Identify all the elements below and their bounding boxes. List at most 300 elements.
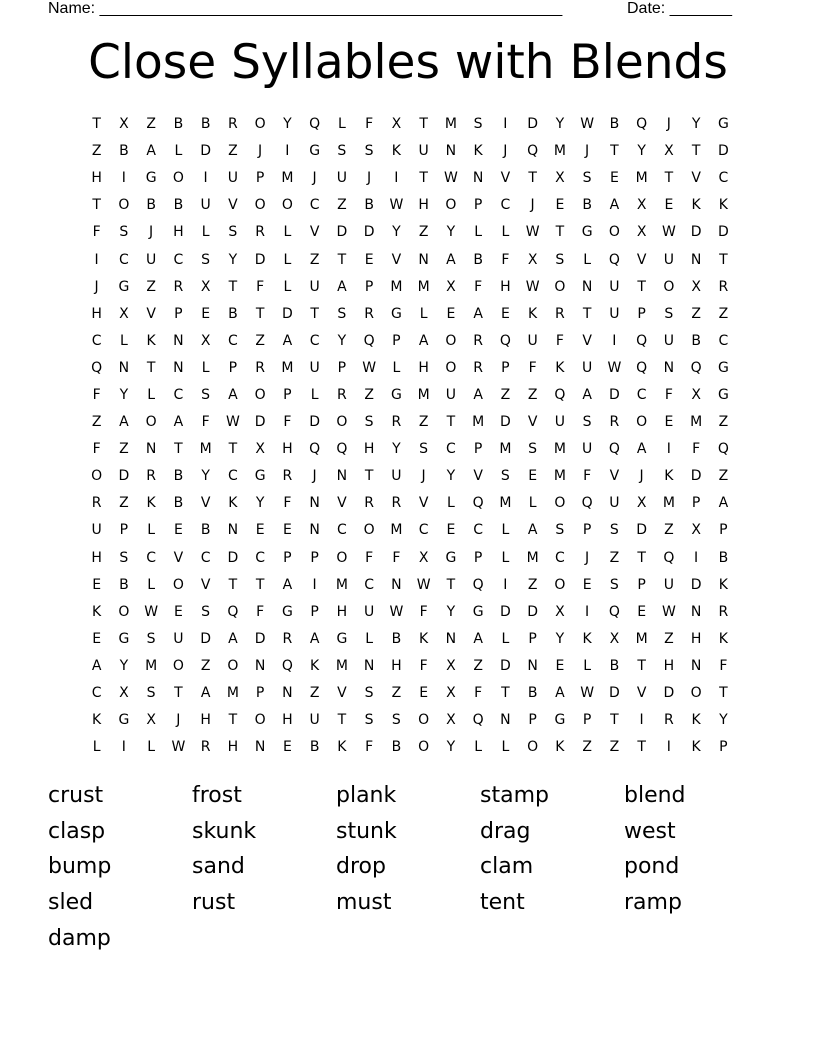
grid-letter[interactable]: P bbox=[719, 739, 728, 756]
grid-letter[interactable]: D bbox=[281, 305, 293, 322]
grid-letter[interactable]: Z bbox=[527, 386, 538, 403]
grid-letter[interactable]: Q bbox=[581, 495, 593, 512]
grid-letter[interactable]: Z bbox=[691, 305, 701, 322]
grid-letter[interactable]: N bbox=[309, 495, 320, 512]
grid-letter[interactable]: V bbox=[691, 170, 701, 187]
grid-letter[interactable]: X bbox=[691, 386, 701, 403]
grid-letter[interactable]: S bbox=[664, 305, 674, 322]
grid-letter[interactable]: C bbox=[200, 549, 211, 566]
grid-letter[interactable]: D bbox=[608, 685, 620, 702]
grid-letter[interactable]: W bbox=[171, 739, 186, 756]
grid-letter[interactable]: D bbox=[499, 414, 511, 431]
name-field[interactable]: Name: ____________________________________________________ bbox=[48, 0, 563, 17]
grid-letter[interactable]: W bbox=[362, 359, 377, 376]
grid-letter[interactable]: C bbox=[336, 522, 347, 539]
grid-letter[interactable]: N bbox=[173, 359, 184, 376]
grid-letter[interactable]: I bbox=[312, 576, 317, 593]
grid-letter[interactable]: G bbox=[390, 386, 402, 403]
grid-letter[interactable]: E bbox=[446, 522, 456, 539]
grid-letter[interactable]: T bbox=[228, 278, 238, 295]
grid-letter[interactable]: C bbox=[500, 197, 511, 214]
grid-letter[interactable]: I bbox=[666, 739, 671, 756]
grid-letter[interactable]: Y bbox=[283, 116, 292, 133]
grid-letter[interactable]: C bbox=[364, 576, 375, 593]
grid-letter[interactable]: O bbox=[172, 170, 184, 187]
grid-letter[interactable]: D bbox=[254, 414, 266, 431]
grid-letter[interactable]: R bbox=[473, 332, 483, 349]
grid-letter[interactable]: H bbox=[282, 441, 293, 458]
grid-letter[interactable]: T bbox=[419, 170, 428, 187]
grid-letter[interactable]: R bbox=[718, 603, 729, 620]
grid-letter[interactable]: C bbox=[146, 549, 157, 566]
grid-letter[interactable]: M bbox=[553, 468, 566, 485]
grid-letter[interactable]: O bbox=[445, 359, 457, 376]
grid-letter[interactable]: F bbox=[283, 495, 292, 512]
grid-letter[interactable]: T bbox=[255, 305, 265, 322]
grid-letter[interactable]: B bbox=[173, 468, 184, 485]
grid-letter[interactable]: W bbox=[661, 224, 676, 241]
grid-letter[interactable]: I bbox=[203, 170, 208, 187]
grid-letter[interactable]: A bbox=[173, 414, 184, 431]
grid-letter[interactable]: O bbox=[418, 712, 430, 729]
grid-letter[interactable]: L bbox=[583, 251, 592, 268]
grid-letter[interactable]: Z bbox=[309, 251, 320, 268]
grid-letter[interactable]: S bbox=[201, 603, 211, 620]
grid-letter[interactable]: K bbox=[555, 739, 565, 756]
grid-letter[interactable]: X bbox=[555, 603, 565, 620]
grid-letter[interactable]: L bbox=[446, 495, 455, 512]
grid-letter[interactable]: Y bbox=[637, 143, 646, 160]
grid-letter[interactable]: W bbox=[389, 603, 404, 620]
grid-letter[interactable]: R bbox=[255, 224, 265, 241]
grid-letter[interactable]: N bbox=[690, 657, 702, 674]
grid-letter[interactable]: X bbox=[418, 549, 429, 566]
grid-letter[interactable]: Q bbox=[608, 441, 620, 458]
grid-letter[interactable]: B bbox=[228, 305, 238, 322]
grid-letter[interactable]: B bbox=[391, 630, 402, 647]
grid-letter[interactable]: E bbox=[364, 251, 374, 268]
grid-letter[interactable]: C bbox=[309, 197, 320, 214]
grid-letter[interactable]: Q bbox=[499, 332, 511, 349]
grid-letter[interactable]: U bbox=[582, 441, 593, 458]
grid-letter[interactable]: Q bbox=[608, 603, 620, 620]
grid-letter[interactable]: Z bbox=[146, 116, 156, 133]
grid-letter[interactable]: L bbox=[501, 522, 510, 539]
grid-letter[interactable]: H bbox=[391, 657, 402, 674]
grid-letter[interactable]: P bbox=[582, 712, 592, 729]
grid-letter[interactable]: K bbox=[691, 739, 701, 756]
grid-letter[interactable]: P bbox=[283, 386, 292, 403]
grid-letter[interactable]: G bbox=[145, 170, 157, 187]
grid-letter[interactable]: Z bbox=[664, 630, 674, 647]
grid-letter[interactable]: C bbox=[473, 522, 484, 539]
grid-letter[interactable]: D bbox=[690, 576, 702, 593]
grid-letter[interactable]: Q bbox=[227, 603, 239, 620]
grid-letter[interactable]: D bbox=[527, 603, 539, 620]
grid-letter[interactable]: F bbox=[664, 386, 673, 403]
grid-letter[interactable]: A bbox=[119, 414, 129, 431]
grid-letter[interactable]: I bbox=[285, 143, 290, 160]
grid-letter[interactable]: E bbox=[282, 739, 292, 756]
grid-letter[interactable]: O bbox=[363, 522, 375, 539]
grid-letter[interactable]: L bbox=[283, 224, 292, 241]
grid-letter[interactable]: B bbox=[173, 495, 184, 512]
grid-letter[interactable]: T bbox=[310, 305, 319, 322]
grid-letter[interactable]: X bbox=[555, 170, 565, 187]
grid-letter[interactable]: G bbox=[118, 630, 130, 647]
grid-letter[interactable]: G bbox=[118, 712, 130, 729]
grid-letter[interactable]: X bbox=[446, 712, 456, 729]
grid-letter[interactable]: V bbox=[173, 549, 184, 566]
grid-letter[interactable]: J bbox=[585, 143, 590, 160]
grid-letter[interactable]: I bbox=[612, 332, 617, 349]
grid-letter[interactable]: N bbox=[282, 685, 293, 702]
grid-letter[interactable]: B bbox=[309, 739, 320, 756]
grid-letter[interactable]: B bbox=[173, 197, 184, 214]
grid-letter[interactable]: N bbox=[363, 657, 375, 674]
grid-letter[interactable]: N bbox=[445, 143, 457, 160]
grid-letter[interactable]: P bbox=[473, 197, 483, 214]
grid-letter[interactable]: U bbox=[173, 630, 184, 647]
grid-letter[interactable]: Y bbox=[392, 441, 401, 458]
grid-letter[interactable]: A bbox=[446, 251, 456, 268]
grid-letter[interactable]: B bbox=[119, 576, 129, 593]
grid-letter[interactable]: Z bbox=[500, 386, 511, 403]
grid-letter[interactable]: C bbox=[554, 549, 565, 566]
grid-letter[interactable]: F bbox=[692, 441, 701, 458]
grid-letter[interactable]: D bbox=[527, 116, 539, 133]
grid-letter[interactable]: T bbox=[228, 712, 238, 729]
grid-letter[interactable]: V bbox=[527, 414, 538, 431]
grid-letter[interactable]: J bbox=[666, 116, 671, 133]
grid-letter[interactable]: J bbox=[530, 197, 535, 214]
grid-letter[interactable]: S bbox=[582, 414, 592, 431]
grid-letter[interactable]: A bbox=[527, 522, 538, 539]
grid-letter[interactable]: R bbox=[146, 468, 156, 485]
grid-letter[interactable]: D bbox=[636, 522, 648, 539]
grid-letter[interactable]: P bbox=[528, 712, 537, 729]
grid-letter[interactable]: W bbox=[144, 603, 159, 620]
grid-letter[interactable]: V bbox=[337, 495, 347, 512]
grid-letter[interactable]: T bbox=[174, 441, 183, 458]
grid-letter[interactable]: Q bbox=[554, 386, 566, 403]
grid-letter[interactable]: V bbox=[200, 495, 211, 512]
grid-letter[interactable]: K bbox=[718, 630, 728, 647]
grid-letter[interactable]: V bbox=[500, 170, 511, 187]
grid-letter[interactable]: T bbox=[174, 685, 183, 702]
grid-letter[interactable]: H bbox=[91, 549, 102, 566]
grid-letter[interactable]: Z bbox=[146, 278, 156, 295]
grid-letter[interactable]: J bbox=[176, 712, 181, 729]
grid-letter[interactable]: X bbox=[636, 197, 647, 214]
grid-letter[interactable]: I bbox=[394, 170, 399, 187]
grid-letter[interactable]: R bbox=[473, 359, 483, 376]
grid-letter[interactable]: T bbox=[146, 359, 156, 376]
grid-letter[interactable]: X bbox=[636, 224, 647, 241]
grid-letter[interactable]: N bbox=[527, 657, 538, 674]
grid-letter[interactable]: D bbox=[499, 603, 511, 620]
grid-letter[interactable]: L bbox=[92, 739, 101, 756]
grid-letter[interactable]: Y bbox=[201, 468, 210, 485]
grid-letter[interactable]: S bbox=[473, 116, 483, 133]
grid-letter[interactable]: P bbox=[364, 278, 374, 295]
grid-letter[interactable]: K bbox=[582, 630, 592, 647]
grid-letter[interactable]: D bbox=[254, 630, 266, 647]
grid-letter[interactable]: X bbox=[636, 495, 647, 512]
grid-letter[interactable]: G bbox=[336, 630, 348, 647]
grid-letter[interactable]: A bbox=[636, 441, 647, 458]
grid-letter[interactable]: B bbox=[173, 116, 184, 133]
grid-letter[interactable]: T bbox=[446, 576, 456, 593]
grid-letter[interactable]: E bbox=[446, 305, 456, 322]
grid-letter[interactable]: P bbox=[392, 332, 401, 349]
grid-letter[interactable]: S bbox=[582, 170, 592, 187]
grid-letter[interactable]: M bbox=[226, 685, 239, 702]
grid-letter[interactable]: F bbox=[419, 603, 428, 620]
grid-letter[interactable]: O bbox=[445, 332, 457, 349]
grid-letter[interactable]: T bbox=[582, 305, 592, 322]
grid-letter[interactable]: S bbox=[337, 143, 347, 160]
grid-letter[interactable]: O bbox=[663, 278, 675, 295]
grid-letter[interactable]: D bbox=[363, 224, 375, 241]
grid-letter[interactable]: T bbox=[719, 685, 728, 702]
grid-letter[interactable]: D bbox=[717, 143, 729, 160]
grid-letter[interactable]: D bbox=[717, 224, 729, 241]
grid-letter[interactable]: M bbox=[145, 657, 158, 674]
grid-letter[interactable]: S bbox=[228, 224, 238, 241]
grid-letter[interactable]: H bbox=[91, 305, 102, 322]
grid-letter[interactable]: Y bbox=[119, 386, 129, 403]
grid-letter[interactable]: P bbox=[582, 522, 592, 539]
grid-letter[interactable]: J bbox=[258, 143, 263, 160]
grid-letter[interactable]: N bbox=[227, 522, 239, 539]
grid-letter[interactable]: X bbox=[691, 278, 701, 295]
grid-letter[interactable]: B bbox=[609, 116, 620, 133]
grid-letter[interactable]: G bbox=[281, 603, 293, 620]
grid-letter[interactable]: V bbox=[146, 305, 156, 322]
grid-letter[interactable]: H bbox=[173, 224, 184, 241]
grid-letter[interactable]: X bbox=[146, 712, 156, 729]
grid-letter[interactable]: A bbox=[309, 630, 320, 647]
grid-letter[interactable]: X bbox=[609, 630, 620, 647]
grid-letter[interactable]: T bbox=[364, 468, 374, 485]
grid-letter[interactable]: S bbox=[119, 224, 129, 241]
grid-letter[interactable]: H bbox=[500, 278, 511, 295]
grid-letter[interactable]: I bbox=[694, 549, 699, 566]
grid-letter[interactable]: E bbox=[500, 305, 510, 322]
grid-letter[interactable]: P bbox=[528, 630, 537, 647]
grid-letter[interactable]: A bbox=[473, 630, 483, 647]
grid-letter[interactable]: U bbox=[391, 468, 402, 485]
grid-letter[interactable]: J bbox=[639, 468, 644, 485]
grid-letter[interactable]: N bbox=[500, 712, 511, 729]
grid-letter[interactable]: C bbox=[91, 332, 102, 349]
grid-letter[interactable]: G bbox=[717, 116, 729, 133]
grid-letter[interactable]: F bbox=[365, 116, 374, 133]
grid-letter[interactable]: X bbox=[391, 116, 402, 133]
grid-letter[interactable]: A bbox=[473, 305, 483, 322]
grid-letter[interactable]: J bbox=[585, 549, 590, 566]
grid-letter[interactable]: K bbox=[473, 143, 483, 160]
grid-letter[interactable]: M bbox=[335, 576, 348, 593]
grid-letter[interactable]: J bbox=[312, 170, 317, 187]
grid-letter[interactable]: U bbox=[663, 251, 674, 268]
grid-letter[interactable]: D bbox=[608, 386, 620, 403]
grid-letter[interactable]: F bbox=[365, 739, 374, 756]
grid-letter[interactable]: V bbox=[473, 468, 483, 485]
grid-letter[interactable]: E bbox=[92, 630, 102, 647]
grid-letter[interactable]: A bbox=[200, 685, 211, 702]
grid-letter[interactable]: L bbox=[147, 576, 156, 593]
grid-letter[interactable]: U bbox=[309, 359, 320, 376]
grid-letter[interactable]: L bbox=[501, 224, 510, 241]
grid-letter[interactable]: S bbox=[364, 685, 374, 702]
grid-letter[interactable]: Z bbox=[664, 522, 674, 539]
grid-letter[interactable]: Q bbox=[309, 116, 321, 133]
grid-letter[interactable]: O bbox=[118, 603, 130, 620]
grid-letter[interactable]: O bbox=[118, 197, 130, 214]
grid-letter[interactable]: K bbox=[555, 359, 565, 376]
grid-letter[interactable]: O bbox=[254, 116, 266, 133]
grid-letter[interactable]: W bbox=[661, 603, 676, 620]
grid-letter[interactable]: V bbox=[636, 251, 647, 268]
grid-letter[interactable]: R bbox=[282, 468, 293, 485]
grid-letter[interactable]: M bbox=[199, 441, 212, 458]
grid-letter[interactable]: N bbox=[145, 441, 157, 458]
grid-letter[interactable]: O bbox=[554, 495, 566, 512]
grid-letter[interactable]: W bbox=[525, 224, 540, 241]
grid-letter[interactable]: N bbox=[254, 657, 266, 674]
grid-letter[interactable]: S bbox=[419, 441, 429, 458]
grid-letter[interactable]: V bbox=[200, 576, 211, 593]
grid-letter[interactable]: B bbox=[691, 332, 701, 349]
grid-letter[interactable]: G bbox=[581, 224, 593, 241]
grid-letter[interactable]: E bbox=[582, 576, 592, 593]
grid-letter[interactable]: E bbox=[637, 603, 647, 620]
grid-letter[interactable]: R bbox=[391, 414, 402, 431]
grid-letter[interactable]: Z bbox=[119, 441, 129, 458]
grid-letter[interactable]: Q bbox=[363, 332, 375, 349]
grid-letter[interactable]: I bbox=[503, 576, 508, 593]
grid-letter[interactable]: O bbox=[608, 224, 620, 241]
grid-letter[interactable]: X bbox=[527, 251, 538, 268]
grid-letter[interactable]: T bbox=[664, 170, 674, 187]
grid-letter[interactable]: Y bbox=[691, 116, 701, 133]
grid-letter[interactable]: P bbox=[637, 576, 646, 593]
grid-letter[interactable]: H bbox=[282, 712, 293, 729]
grid-letter[interactable]: L bbox=[201, 224, 210, 241]
grid-letter[interactable]: D bbox=[336, 224, 348, 241]
grid-letter[interactable]: B bbox=[119, 143, 129, 160]
grid-letter[interactable]: W bbox=[225, 414, 240, 431]
grid-letter[interactable]: Z bbox=[418, 414, 429, 431]
grid-letter[interactable]: R bbox=[364, 305, 374, 322]
grid-letter[interactable]: N bbox=[690, 251, 702, 268]
grid-letter[interactable]: O bbox=[172, 576, 184, 593]
grid-letter[interactable]: F bbox=[501, 251, 510, 268]
grid-letter[interactable]: Y bbox=[446, 468, 456, 485]
grid-letter[interactable]: R bbox=[664, 712, 674, 729]
grid-letter[interactable]: U bbox=[663, 332, 674, 349]
grid-letter[interactable]: F bbox=[92, 224, 101, 241]
grid-letter[interactable]: Z bbox=[473, 657, 483, 674]
grid-letter[interactable]: V bbox=[609, 468, 620, 485]
grid-letter[interactable]: P bbox=[283, 549, 292, 566]
grid-letter[interactable]: L bbox=[147, 386, 156, 403]
grid-letter[interactable]: C bbox=[255, 549, 266, 566]
grid-letter[interactable]: N bbox=[472, 170, 484, 187]
grid-letter[interactable]: R bbox=[364, 495, 374, 512]
grid-letter[interactable]: X bbox=[119, 305, 129, 322]
grid-letter[interactable]: B bbox=[473, 251, 483, 268]
grid-letter[interactable]: X bbox=[446, 278, 456, 295]
grid-letter[interactable]: S bbox=[364, 712, 374, 729]
grid-letter[interactable]: M bbox=[499, 495, 512, 512]
grid-letter[interactable]: A bbox=[418, 332, 429, 349]
grid-letter[interactable]: Z bbox=[609, 549, 620, 566]
grid-letter[interactable]: T bbox=[691, 143, 701, 160]
grid-letter[interactable]: A bbox=[582, 386, 592, 403]
grid-letter[interactable]: F bbox=[256, 278, 265, 295]
grid-letter[interactable]: U bbox=[527, 332, 538, 349]
grid-letter[interactable]: C bbox=[173, 386, 184, 403]
grid-letter[interactable]: O bbox=[554, 278, 566, 295]
grid-letter[interactable]: D bbox=[227, 549, 239, 566]
grid-letter[interactable]: T bbox=[555, 224, 565, 241]
grid-letter[interactable]: Q bbox=[636, 359, 648, 376]
grid-letter[interactable]: U bbox=[418, 143, 429, 160]
grid-letter[interactable]: S bbox=[146, 630, 156, 647]
grid-letter[interactable]: R bbox=[282, 630, 293, 647]
grid-letter[interactable]: I bbox=[503, 116, 508, 133]
grid-letter[interactable]: I bbox=[121, 170, 126, 187]
grid-letter[interactable]: O bbox=[445, 197, 457, 214]
grid-letter[interactable]: C bbox=[118, 251, 129, 268]
grid-letter[interactable]: T bbox=[337, 712, 347, 729]
grid-letter[interactable]: P bbox=[473, 441, 483, 458]
grid-letter[interactable]: T bbox=[255, 576, 265, 593]
grid-letter[interactable]: Q bbox=[309, 441, 321, 458]
grid-letter[interactable]: I bbox=[639, 712, 644, 729]
grid-letter[interactable]: N bbox=[118, 359, 130, 376]
grid-letter[interactable]: P bbox=[255, 170, 265, 187]
grid-letter[interactable]: L bbox=[337, 116, 346, 133]
grid-letter[interactable]: S bbox=[555, 522, 565, 539]
grid-letter[interactable]: F bbox=[528, 359, 537, 376]
grid-letter[interactable]: R bbox=[609, 414, 620, 431]
grid-letter[interactable]: C bbox=[718, 170, 729, 187]
grid-letter[interactable]: X bbox=[119, 685, 129, 702]
grid-letter[interactable]: B bbox=[718, 549, 729, 566]
grid-letter[interactable]: R bbox=[173, 278, 184, 295]
grid-letter[interactable]: U bbox=[309, 278, 320, 295]
grid-letter[interactable]: H bbox=[227, 739, 239, 756]
grid-letter[interactable]: V bbox=[636, 685, 647, 702]
grid-letter[interactable]: K bbox=[691, 197, 701, 214]
grid-letter[interactable]: I bbox=[585, 603, 590, 620]
grid-letter[interactable]: Y bbox=[446, 224, 456, 241]
grid-letter[interactable]: J bbox=[312, 468, 317, 485]
grid-letter[interactable]: M bbox=[662, 495, 675, 512]
grid-letter[interactable]: T bbox=[419, 116, 428, 133]
grid-letter[interactable]: O bbox=[172, 657, 184, 674]
grid-letter[interactable]: G bbox=[390, 305, 402, 322]
grid-letter[interactable]: Z bbox=[418, 224, 429, 241]
grid-letter[interactable]: P bbox=[637, 305, 646, 322]
grid-letter[interactable]: Z bbox=[582, 739, 592, 756]
grid-letter[interactable]: N bbox=[418, 251, 429, 268]
grid-letter[interactable]: J bbox=[421, 468, 426, 485]
